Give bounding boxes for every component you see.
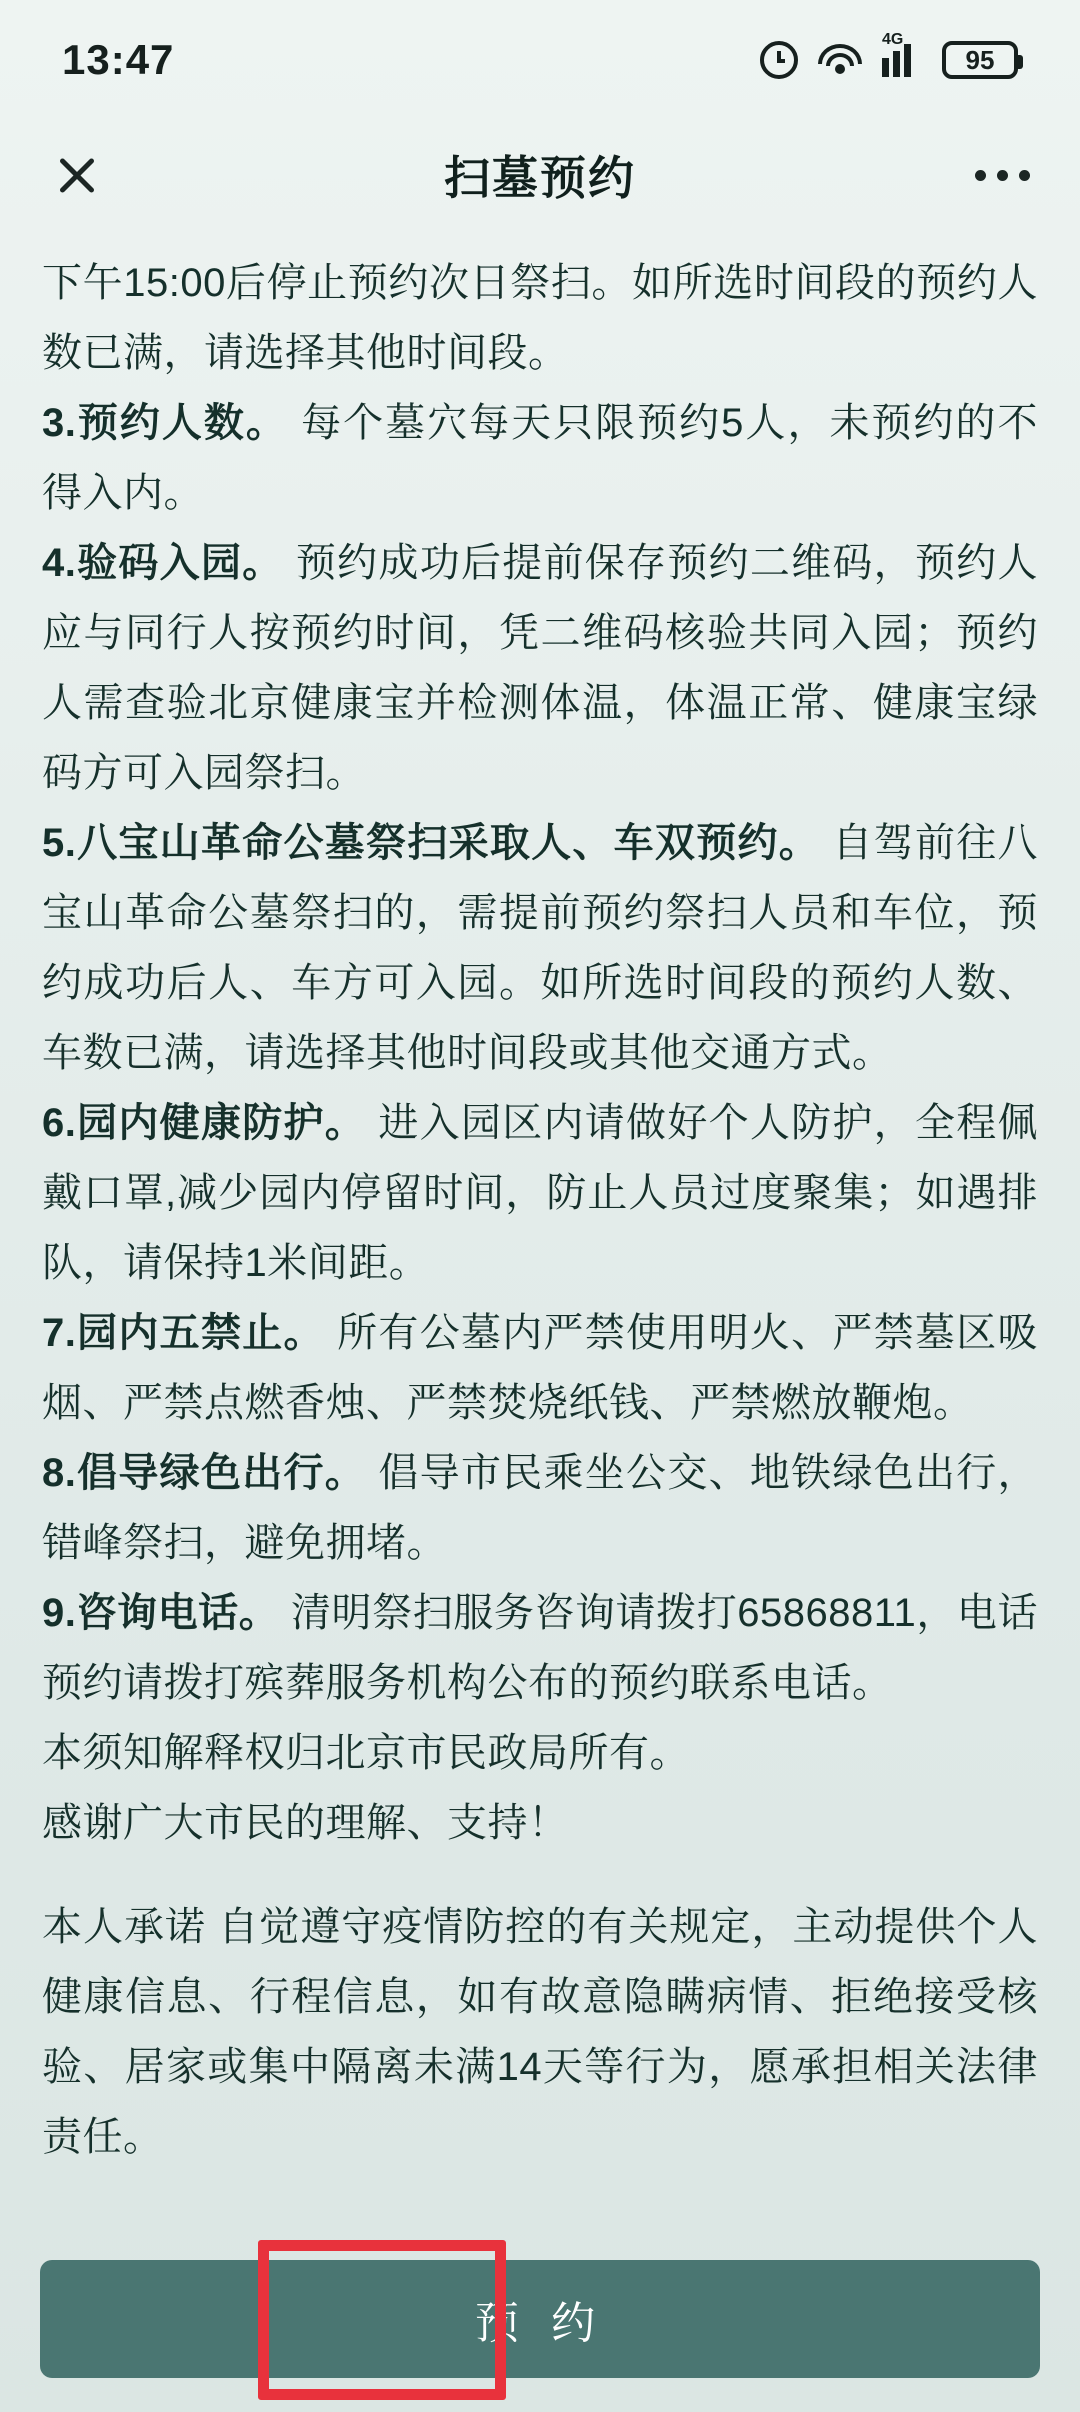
battery-level: 95	[965, 44, 995, 75]
page-title: 扫墓预约	[444, 152, 636, 204]
wifi-icon	[818, 44, 862, 76]
notice-paragraph: 8.倡导绿色出行。 倡导市民乘坐公交、地铁绿色出行，错峰祭扫，避免拥堵。	[42, 1451, 1038, 1565]
battery-icon	[942, 41, 1018, 79]
title-bar	[0, 120, 1080, 230]
commitment-paragraph: 本人承诺 自觉遵守疫情防控的有关规定，主动提供个人健康信息、行程信息，如有故意隐瞒病情、拒绝接受核验、居家或集中隔离未满14天等行为，愿承担相关法律责任。	[42, 1905, 1038, 2159]
notice-paragraph: 感谢广大市民的理解、支持！	[42, 1801, 569, 1845]
notice-paragraph: 3.预约人数。 每个墓穴每天只限预约5人，未预约的不得入内。	[42, 401, 1039, 515]
notice-paragraph: 5.八宝山革命公墓祭扫采取人、车双预约。 自驾前往八宝山革命公墓祭扫的，需提前预约祭扫人员和车位，预约成功后人、车方可入园。如所选时间段的预约人数、车数已满，请选择其他时间段或其他交通方式。	[42, 821, 1039, 1075]
status-icons	[760, 31, 1018, 79]
notice-paragraph: 9.咨询电话。 清明祭扫服务咨询请拨打65868811，电话预约请拨打殡葬服务机构公布的预约联系电话。	[42, 1591, 1038, 1705]
paragraph-spacer	[42, 1858, 1038, 1892]
notice-paragraph: 6.园内健康防护。 进入园区内请做好个人防护，全程佩戴口罩,减少园内停留时间，防止人员过度聚集；如遇排队，请保持1米间距。	[42, 1101, 1038, 1285]
notice-paragraph: 下午15:00后停止预约次日祭扫。如所选时间段的预约人数已满，请选择其他时间段。	[42, 261, 1038, 375]
submit-appointment-button[interactable]: 预 约	[40, 2260, 1040, 2378]
more-options-icon[interactable]	[975, 170, 1030, 181]
alarm-icon	[760, 41, 798, 79]
notice-content	[0, 230, 1080, 2172]
notice-paragraph: 4.验码入园。 预约成功后提前保存预约二维码，预约人应与同行人按预约时间，凭二维码核验共同入园；预约人需查验北京健康宝并检测体温，体温正常、健康宝绿码方可入园祭扫。	[42, 541, 1038, 795]
notice-paragraph: 本须知解释权归北京市民政局所有。	[42, 1731, 690, 1775]
signal-label: 4G	[882, 31, 904, 48]
status-time: 13:47	[62, 36, 175, 83]
status-bar	[0, 0, 1080, 120]
notice-paragraph: 7.园内五禁止。 所有公墓内严禁使用明火、严禁墓区吸烟、严禁点燃香烛、严禁焚烧纸钱、严禁燃放鞭炮。	[42, 1311, 1038, 1425]
bottom-action-bar	[0, 2236, 1080, 2412]
signal-icon	[882, 31, 922, 77]
